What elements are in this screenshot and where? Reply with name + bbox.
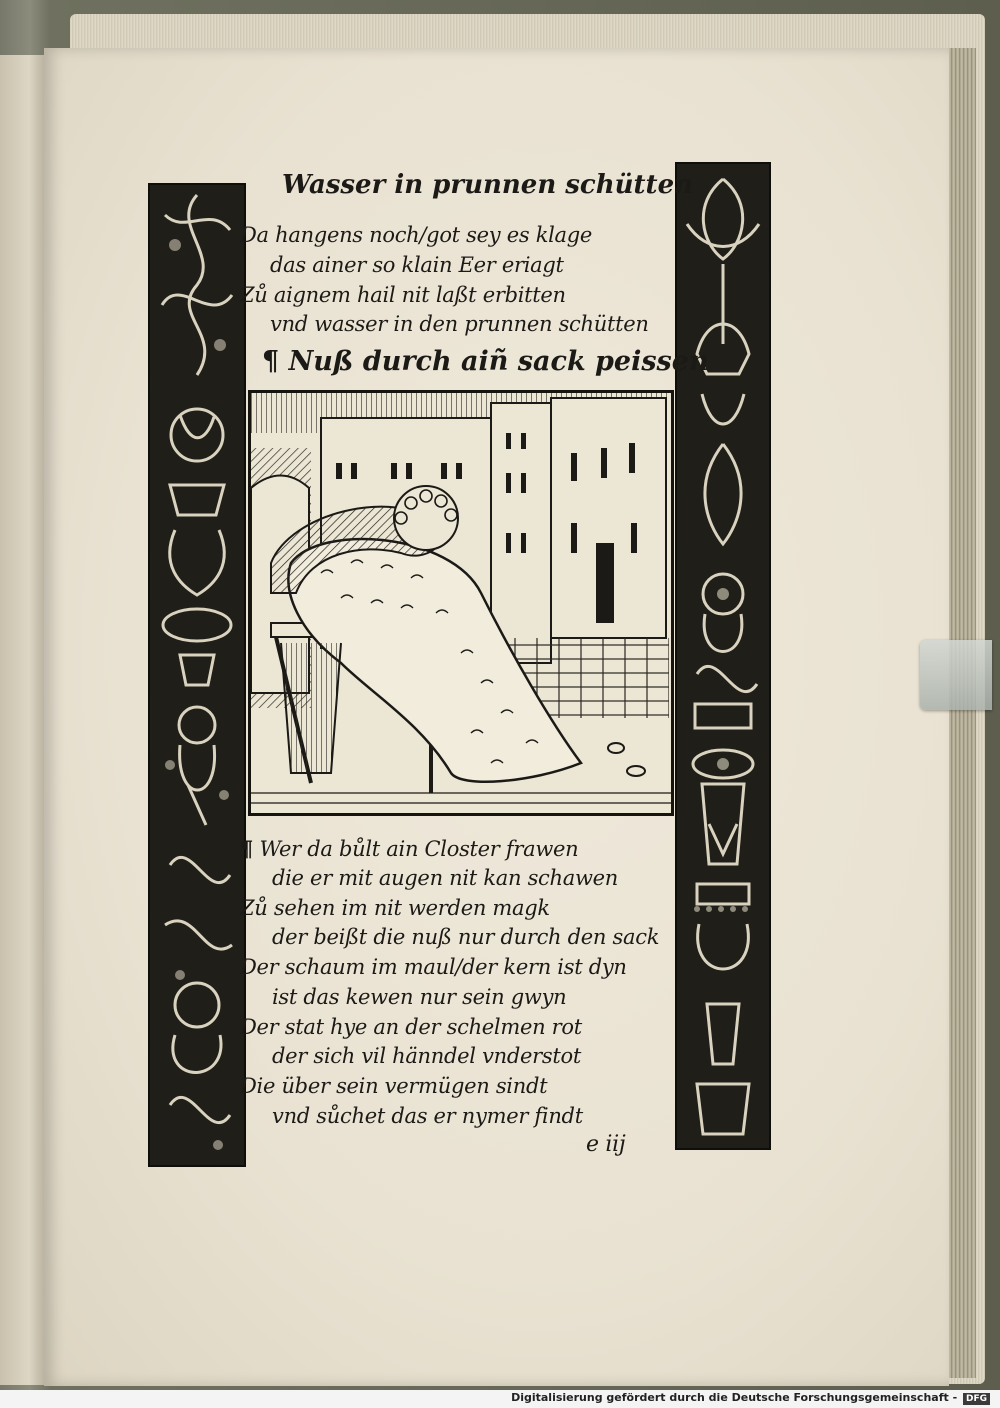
- footer-credit-text: Digitalisierung gefördert durch die Deutsche Forschungsgemeinschaft -: [511, 1391, 958, 1404]
- stanza-2-line: der beißt die nuß nur durch den sack: [272, 925, 660, 949]
- stanza-1-line: Zů aignem hail nit laßt erbitten: [240, 283, 566, 307]
- stanza-1-line: das ainer so klain Eer eriagt: [270, 253, 564, 277]
- pilcrow-mark: ¶: [262, 346, 280, 377]
- right-page-edges: [948, 48, 976, 1378]
- stanza-2-line: die er mit augen nit kan schawen: [272, 866, 618, 890]
- woodcut-illustration-icon: [248, 390, 674, 816]
- signature-mark: e iij: [586, 1132, 626, 1157]
- stanza-1-line: vnd wasser in den prunnen schütten: [270, 312, 649, 336]
- heading-wasser: Wasser in prunnen schütten: [282, 170, 694, 200]
- stanza-2-line: Der schaum im maul/der kern ist dyn: [240, 955, 627, 979]
- left-page-edge: [0, 55, 50, 1385]
- left-ornamental-border-icon: [148, 183, 246, 1167]
- stanza-2-line-text: Wer da bůlt ain Closter frawen: [259, 837, 579, 861]
- footer-credit: [511, 1391, 990, 1405]
- page-clip-icon: [920, 640, 992, 710]
- heading-nuss: [262, 346, 709, 377]
- dfg-logo-icon: DFG: [963, 1393, 990, 1405]
- stanza-1-line: Da hangens noch/got sey es klage: [240, 223, 593, 247]
- stanza-2-line: vnd sůchet das er nymer findt: [272, 1104, 583, 1128]
- stanza-2-line: Zů sehen im nit werden magk: [240, 896, 550, 920]
- stanza-2-line: [240, 836, 578, 861]
- stanza-2-line: ist das kewen nur sein gwyn: [272, 985, 567, 1009]
- pilcrow-mark: ¶: [240, 836, 254, 861]
- stanza-2-line: Die über sein vermügen sindt: [240, 1074, 548, 1098]
- right-ornamental-border-icon: [675, 162, 771, 1150]
- stanza-2-line: Der stat hye an der schelmen rot: [240, 1015, 582, 1039]
- heading-nuss-text: Nuß durch aiñ sack peissen: [288, 346, 709, 377]
- stanza-2-line: der sich vil hänndel vnderstot: [272, 1044, 581, 1068]
